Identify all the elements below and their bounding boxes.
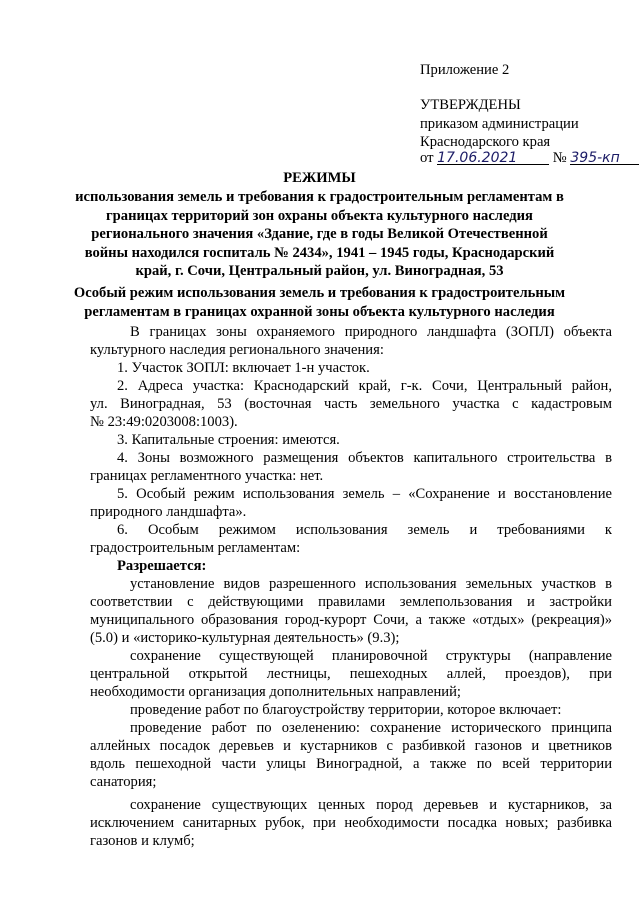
body-line-17: муниципального образования город-курорт Сочи, а также «отдых» (рекреация)» — [90, 612, 612, 628]
body-line-24: аллейных посадок деревьев и кустарников с разбивкой газонов и цветников — [90, 738, 612, 754]
number-field — [570, 150, 639, 165]
body-line-25: вдоль пешеходной части улицы Виноградной, а также по всей территории — [90, 756, 612, 772]
body-line-8: 4. Зоны возможного размещения объектов капитального строительства в — [117, 450, 612, 466]
body-line-23: проведение работ по озеленению: сохранение исторического принципа — [130, 720, 612, 736]
appendix-label: Приложение 2 — [420, 62, 510, 78]
approval-line-2: Краснодарского края — [420, 134, 551, 150]
body-line-9: границах регламентного участка: нет. — [90, 468, 324, 484]
body-line-27: сохранение существующих ценных пород деревьев и кустарников, за — [130, 797, 612, 813]
body-line-7: 3. Капитальные строения: имеются. — [117, 432, 340, 448]
body-line-29: газонов и клумб; — [90, 833, 195, 849]
approval-date-line — [420, 150, 639, 167]
section-line-1: Особый режим использования земель и требования к градостроительным — [73, 285, 566, 301]
title-line-3: регионального значения «Здание, где в годы Великой Отечественной — [91, 226, 548, 242]
title-line-1: использования земель и требования к градостроительным регламентам в — [75, 189, 564, 205]
number-sign: № — [552, 150, 567, 166]
body-line-10: 5. Особый режим использования земель – «Сохранение и восстановление — [117, 486, 612, 502]
body-line-15: установление видов разрешенного использования земельных участков в — [130, 576, 612, 592]
body-line-12: 6. Особым режимом использования земель и требованиями к — [117, 522, 612, 538]
body-line-22: проведение работ по благоустройству территории, которое включает: — [130, 702, 562, 718]
handwritten-date: 17.06.2021 — [437, 150, 518, 166]
body-line-16: соответствии с действующими правилами землепользования и застройки — [90, 594, 612, 610]
section-line-2: регламентам в границах охранной зоны объекта культурного наследия — [84, 304, 555, 320]
title-line-4: войны находился госпиталь № 2434», 1941 – 1945 годы, Краснодарский — [84, 245, 555, 261]
allowed-heading: Разрешается: — [117, 558, 207, 574]
body-line-2: культурного наследия регионального значения: — [90, 342, 384, 358]
approval-line-1: приказом администрации — [420, 116, 579, 132]
body-line-21: необходимости организация дополнительных направлений; — [90, 684, 461, 700]
doc-heading: РЕЖИМЫ — [283, 170, 356, 186]
body-line-18: (5.0) и «историко-культурная деятельность» (9.3); — [90, 630, 400, 646]
date-prefix: от — [420, 150, 434, 166]
body-line-28: исключением санитарных рубок, при необходимости посадка новых; разбивка — [90, 815, 612, 831]
body-line-4: 2. Адреса участка: Краснодарский край, г-к. Сочи, Центральный район, — [117, 378, 612, 394]
title-line-5: край, г. Сочи, Центральный район, ул. Виноградная, 53 — [135, 263, 504, 279]
title-line-2: границах территорий зон охраны объекта культурного наследия — [106, 208, 533, 224]
body-line-11: природного ландшафта». — [90, 504, 247, 520]
body-line-1: В границах зоны охраняемого природного ландшафта (ЗОПЛ) объекта — [130, 324, 612, 340]
body-line-26: санатория; — [90, 774, 157, 790]
body-line-5: ул. Виноградная, 53 (восточная часть земельного участка с кадастровым — [90, 396, 612, 412]
body-line-13: градостроительным регламентам: — [90, 540, 301, 556]
body-line-19: сохранение существующей планировочной структуры (направление — [130, 648, 612, 664]
approval-title: УТВЕРЖДЕНЫ — [420, 97, 521, 113]
body-line-6: № 23:49:0203008:1003). — [90, 414, 238, 430]
date-field — [437, 150, 549, 165]
body-line-20: центральной открытой лестницы, пешеходных аллей, проездов), при — [90, 666, 612, 682]
body-line-3: 1. Участок ЗОПЛ: включает 1-н участок. — [117, 360, 370, 376]
handwritten-number: 395-кп — [570, 150, 620, 166]
